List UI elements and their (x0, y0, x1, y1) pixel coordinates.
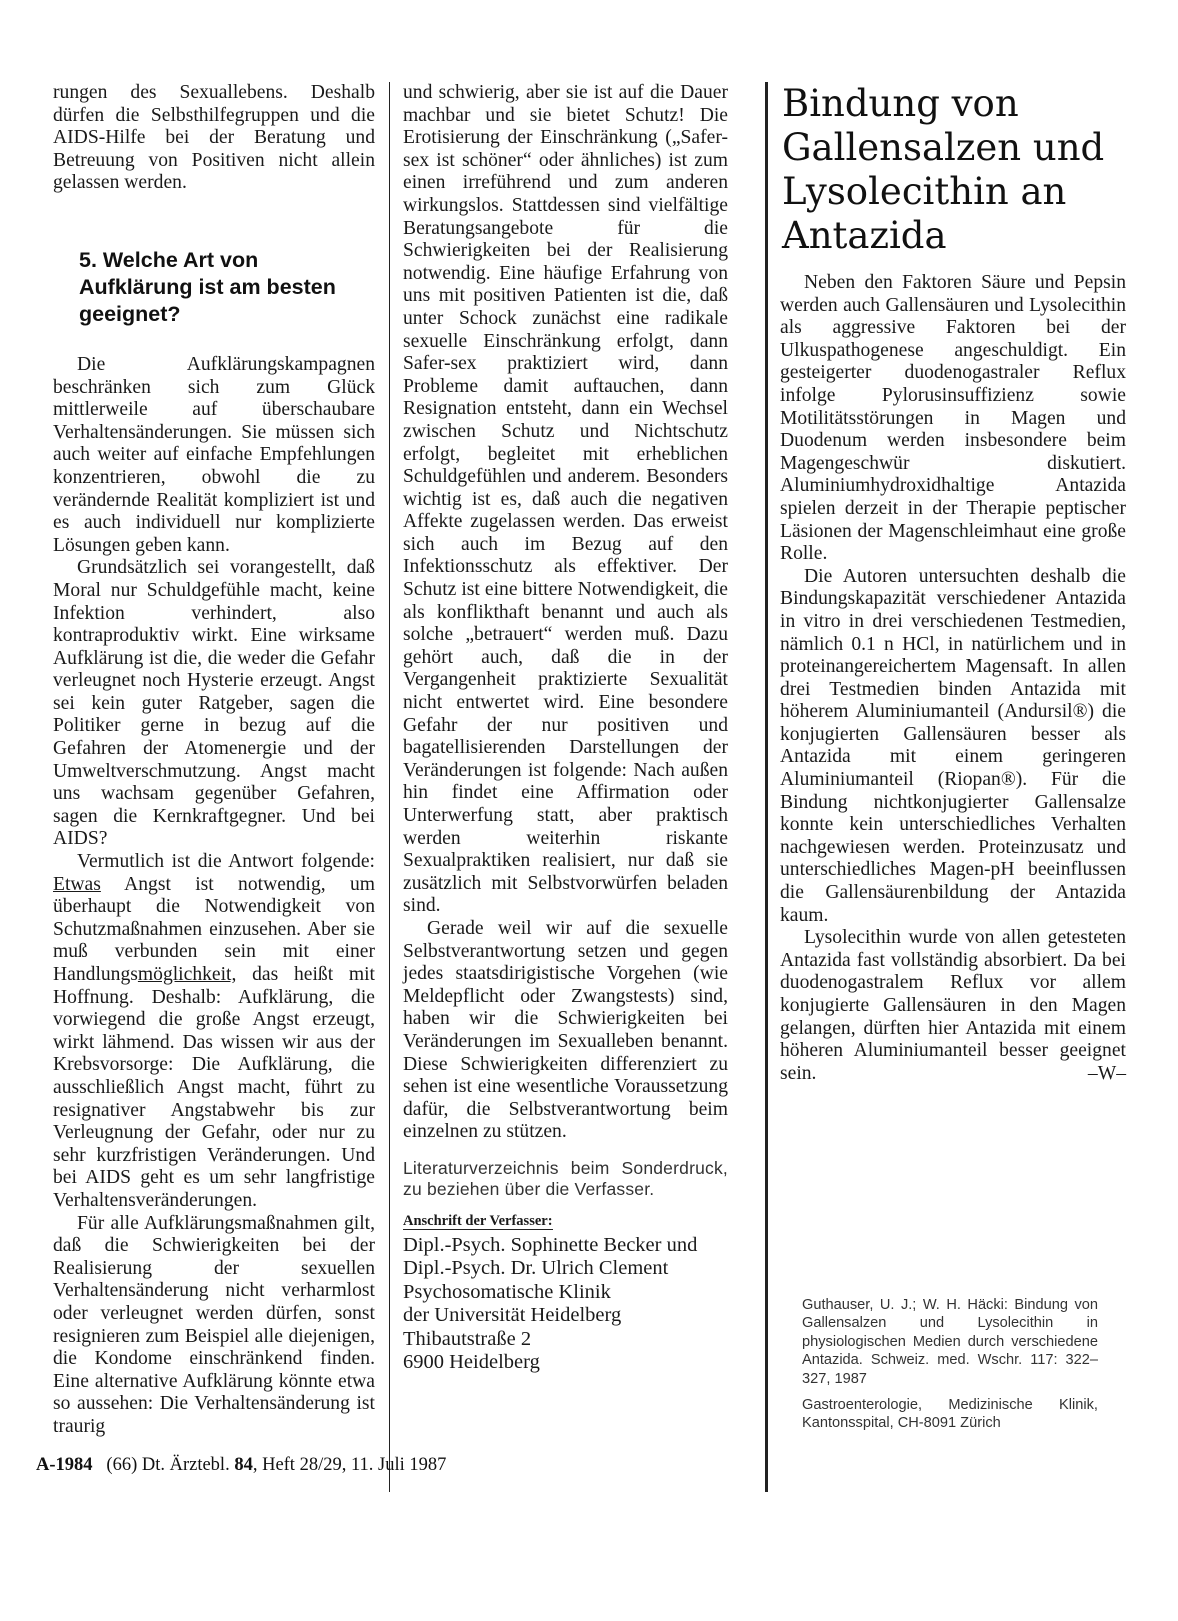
address-line: 6900 Heidelberg (403, 1350, 540, 1373)
address-line: Dipl.-Psych. Sophinette Becker und (403, 1233, 698, 1256)
column-2 (403, 82, 728, 1374)
column-1 (53, 82, 375, 1438)
underlined-word: möglichkeit, (137, 964, 237, 985)
article-headline: Bindung von Gallensalzen und Lysolecithin an Antazida (782, 82, 1105, 257)
column-3 (780, 82, 1126, 1085)
paragraph-with-underlines (53, 851, 375, 1213)
journal-name: (66) Dt. Ärztebl. (106, 1455, 230, 1475)
paragraph: Die Autoren untersuchten deshalb die Bindungskapazität verschiedener Antazida in vitro in drei verschiedenen Testmedien, nämlich 0.1 n HCl, in natürlichem und in proteinangereichertem Magensaft. In allen drei Testmedien binden Antazida mit höherem Aluminiumanteil (Andursil®) die konjugierten Gallensäuren besser als Antazida mit einem geringeren Aluminiumanteil (Riopan®). Für die Bindung nichtkonjugierter Gallensalze konnte kein unterschiedliches Verhalten nachgewiesen werden. Proteinzusatz und unterschiedliches Magen-pH beeinflussen die Gallensäurenbildung der Antazida kaum. (780, 565, 1126, 926)
paragraph-intro: rungen des Sexuallebens. Deshalb dürfen die Selbsthilfegruppen und die AIDS-Hilfe bei der Beratung und Betreuung von Positiven nicht allein gelassen werden. (53, 82, 375, 194)
author-signoff: –W– (1087, 1062, 1126, 1084)
section-heading: 5. Welche Art von Aufklärung ist am besten geeignet? (79, 247, 336, 326)
address-line: der Universität Heidelberg (403, 1304, 622, 1327)
paragraph-final (780, 927, 1126, 1085)
address-line: Thibautstraße 2 (403, 1327, 532, 1350)
text-span: Vermutlich ist die Antwort folgende: (77, 851, 375, 873)
source-affiliation: Gastroenterologie, Medizinische Klinik, Kantonsspital, CH-8091 Zürich (802, 1397, 1098, 1432)
address-line: Psychosomatische Klinik (403, 1280, 611, 1303)
text-span: das heißt mit Hoffnung. Deshalb: Aufklärung, die vorwiegend die große Angst erzeugt, wirkt lähmend. Das wissen wir aus der Krebsvorsorge: Die Aufklärung, die ausschließlich Angst macht, führt zu resignativer Angstabwehr bis zur Verleugnung der Gefahr, oder nur zu sehr kurzfristigen Veränderungen. Und bei AIDS geht es um sehr langfristige Verhaltensveränderungen. (53, 964, 375, 1211)
literature-note: Literaturverzeichnis beim Sonderdruck, zu beziehen über die Verfasser. (403, 1157, 728, 1200)
address-line: Dipl.-Psych. Dr. Ulrich Clement (403, 1257, 669, 1280)
paragraph: Für alle Aufklärungsmaßnahmen gilt, daß die Schwierigkeiten bei der Realisierung der sexuellen Verhaltensänderung nicht verharmlost oder verleugnet werden dürfen, sonst resignieren zum Beispiel alle diejenigen, die Kondome einschränkend finden. Eine alternative Aufklärung könnte etwa so aussehen: Die Verhaltensänderung ist traurig (53, 1212, 375, 1437)
paragraph: Die Aufklärungskampagnen beschränken sich zum Glück mittlerweile auf überschaubare Verhaltensänderungen. Sie müssen sich auch weiter auf einfache Empfehlungen konzentrieren, obwohl die zu verändernde Realität kompliziert ist und es auch individuell nur komplizierte Lösungen geben kann. (53, 353, 375, 556)
address-heading-text: Anschrift der Verfasser: (403, 1212, 553, 1229)
column-divider-bold (765, 82, 768, 1492)
text-span: Lysolecithin wurde von allen getesteten Antazida fast vollständig absorbiert. Da bei duodenogastralem Reflux vor allem konjugierte Gallensäuren in den Magen gelangen, dürften hier Antazida mit einem höheren Aluminiumanteil besser geeignet sein. (780, 927, 1126, 1084)
paragraph: Gerade weil wir auf die sexuelle Selbstverantwortung setzen und gegen jedes staatsdirigistische Vorgehen (wie Meldepflicht oder Zwangstests) sind, haben wir die Schwierigkeiten bei Veränderungen im Sexualleben benannt. Diese Schwierigkeiten differenziert zu sehen ist eine wesentliche Voraussetzung dafür, die Selbstverantwortung beim einzelnen zu stützen. (403, 917, 728, 1143)
column-divider (389, 82, 390, 1492)
journal-volume: 84 (234, 1455, 253, 1475)
address-heading (403, 1213, 728, 1230)
page-footer (36, 1455, 446, 1476)
journal-issue: , Heft 28/29, 11. Juli 1987 (252, 1455, 447, 1475)
paragraph: Neben den Faktoren Säure und Pepsin werden auch Gallensäuren und Lysolecithin als aggressive Faktoren bei der Ulkuspathogenese angeschuldigt. Ein gesteigerter duodenogastraler Reflux infolge Pylorusinsuffizienz sowie Motilitätsstörungen in Magen und Duodenum werden insbesondere beim Magengeschwür diskutiert. Aluminiumhydroxidhaltige Antazida spielen derzeit in der Therapie peptischer Läsionen der Magenschleimhaut eine große Rolle. (780, 272, 1126, 565)
page-number: A-1984 (36, 1455, 93, 1475)
source-citation: Guthauser, U. J.; W. H. Häcki: Bindung von Gallensalzen und Lysolecithin in physiologischen Medien durch verschiedene Antazida. Schweiz. med. Wschr. 117: 322–327, 1987 (802, 1297, 1098, 1387)
paragraph: Grundsätzlich sei vorangestellt, daß Moral nur Schuldgefühle macht, keine Infektion verhindert, also kontraproduktiv wirkt. Eine wirksame Aufklärung ist die, die weder die Gefahr verleugnet noch Hysterie erzeugt. Angst sei kein guter Ratgeber, sagen die Politiker gerne in bezug auf die Gefahren der Atomenergie und der Umweltverschmutzung. Angst macht uns wachsam gegenüber Gefahren, sagen die Kernkraftgegner. Und bei AIDS? (53, 557, 375, 850)
text-span: Angst ist notwendig, um überhaupt die Notwendigkeit von Schutzmaßnahmen einzusehen. Aber sie muß verbunden sein mit einer Handlungs (53, 873, 375, 985)
underlined-word: Etwas (53, 873, 101, 895)
paragraph: und schwierig, aber sie ist auf die Dauer machbar und sie bietet Schutz! Die Erotisierung der Einschränkung („Safer-sex ist schöner“ oder ähnliches) ist zum einen irreführend und zum anderen wirkungslos. Stattdessen sind vielfältige Beratungsangebote für die Schwierigkeiten bei der Realisierung notwendig. Eine häufige Erfahrung von uns mit positiven Patienten ist die, daß unter Schock zunächst eine radikale sexuelle Einschränkung erfolgt, dann Safer-sex praktiziert wird, dann Probleme damit auftauchen, dann Resignation entsteht, dann ein Wechsel zwischen Schutz und Nichtschutz erfolgt, begleitet mit erheblichen Schuldgefühlen und anderem. Besonders wichtig ist es, daß auch die negativen Affekte zugelassen werden. Das erweist sich auch im Bezug auf den Infektionsschutz als effektiver. Der Schutz ist eine bittere Notwendigkeit, die als konflikthaft benannt und auch als solche „betrauert“ werden muß. Dazu gehört auch, daß die in der Vergangenheit praktizierte Sexualität nicht entwertet wird. Eine besondere Gefahr der nur positiven und bagatellisierenden Darstellungen der Veränderungen ist folgende: Nach außen hin findet eine Affirmation oder Unterwerfung statt, aber praktisch werden weiterhin riskante Sexualpraktiken realisiert, nur daß sie zusätzlich mit Selbstvorwürfen beladen sind. (403, 82, 728, 917)
